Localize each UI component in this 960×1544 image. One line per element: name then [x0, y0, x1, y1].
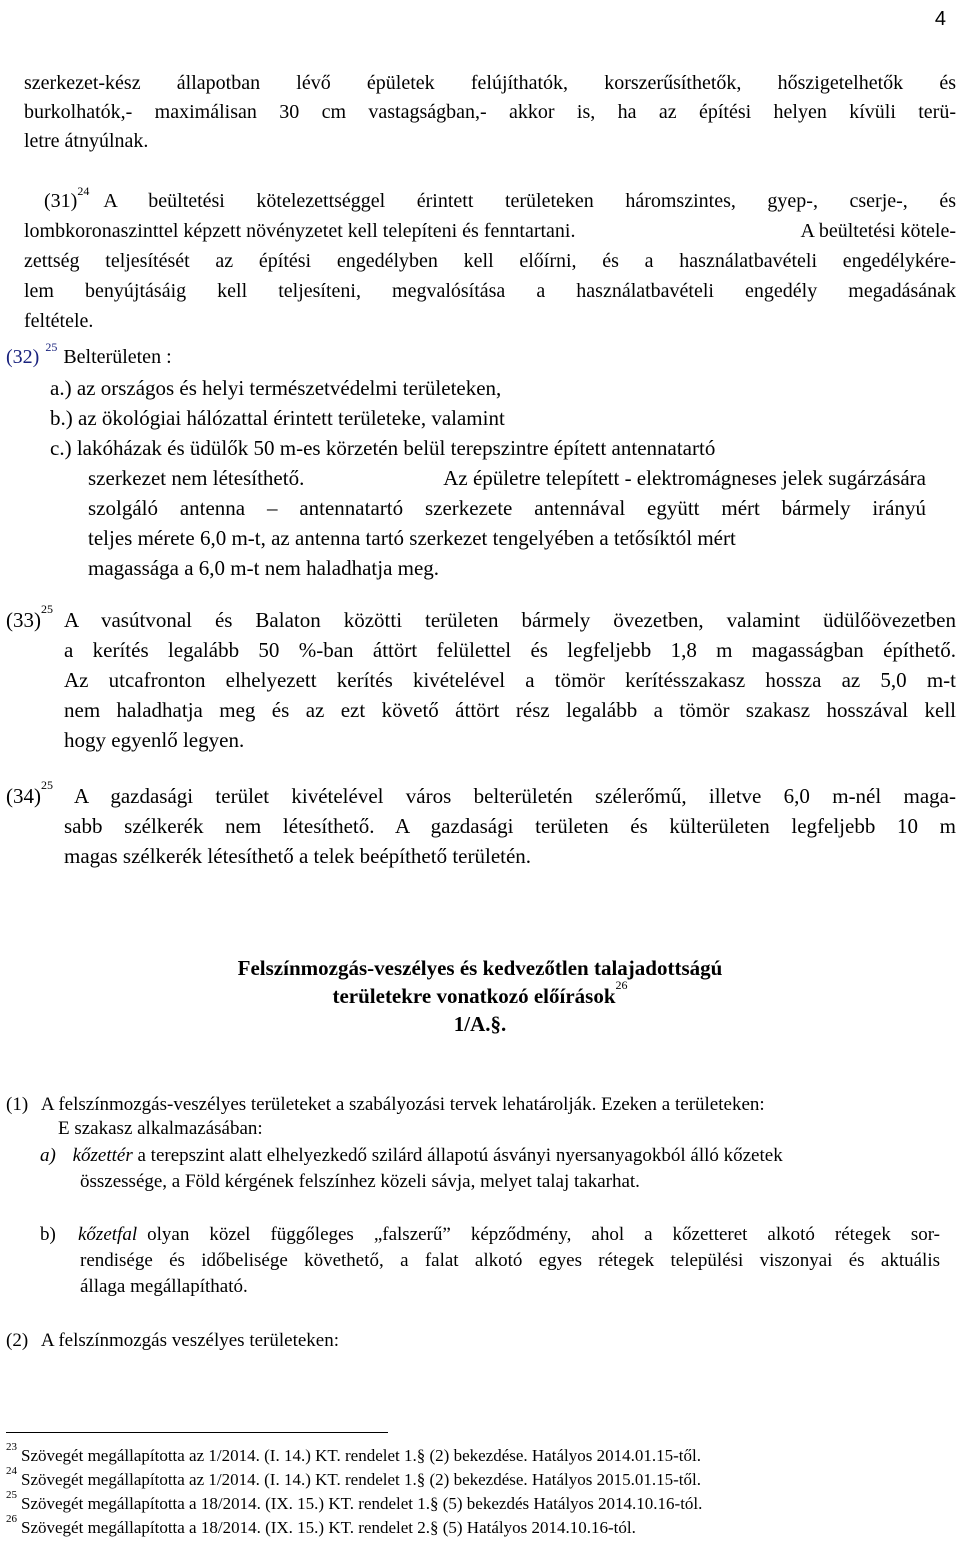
footnote-text: Szövegét megállapította az 1/2014. (I. 14.) KT. rendelet 1.§ (2) bekezdése. Hatályos 2014.01.15-től.	[21, 1446, 701, 1465]
page-number: 4	[934, 8, 946, 30]
footnote-ref: 25	[45, 340, 58, 354]
footnote-text: Szövegét megállapította a 18/2014. (IX. 15.) KT. rendelet 2.§ (5) Hatályos 2014.10.16-tól.	[21, 1518, 636, 1537]
footnote	[6, 1441, 701, 1466]
footnote-text: Szövegét megállapította a 18/2014. (IX. 15.) KT. rendelet 1.§ (5) bekezdés Hatályos 2014.10.16-tól.	[21, 1494, 703, 1513]
footnote-number: 26	[6, 1513, 17, 1525]
body-line: A gazdasági terület kivételével város belterületén szélerőmű, illetve 6,0 m-nél maga-	[74, 784, 956, 808]
definition-cont: rendisége és időbelisége követhető, a falat alkotó egyes rétegek települési viszonyai és aktuális	[80, 1250, 940, 1271]
footnote	[6, 1489, 703, 1514]
paragraph-33-first-line	[6, 602, 956, 633]
section-number: 1/A.§.	[453, 1012, 507, 1036]
subsection-1	[6, 1094, 765, 1116]
footnote-ref: 24	[77, 184, 90, 198]
footnote-ref: 25	[41, 778, 53, 792]
paragraph-31-first-line	[44, 184, 956, 213]
paragraph-number: (2)	[6, 1330, 29, 1351]
body-line: zettség teljesítését az építési engedélyben kell előírni, és a használatbavételi engedélykére-	[24, 250, 956, 272]
section-heading-line1: Felszínmozgás-veszélyes és kedvezőtlen talajadottságú	[237, 956, 723, 980]
footnote-number: 23	[6, 1441, 17, 1453]
list-item: a.) az országos és helyi természetvédelmi területeken,	[50, 376, 502, 400]
body-line: lem benyújtásáig kell teljesíteni, megvalósítása a használatbavételi engedély megadásának	[24, 280, 956, 302]
body-line: A beültetési kötele-	[800, 220, 956, 242]
list-item: c.) lakóházak és üdülők 50 m-es körzetén belül terepszintre épített antennatartó	[50, 436, 716, 460]
footnote-number: 25	[6, 1489, 17, 1501]
body-line: sabb szélkerék nem létesíthető. A gazdasági területen és külterületen legfeljebb 10 m	[64, 814, 956, 838]
body-line: feltétele.	[24, 310, 94, 332]
body-line: szerkezet-kész állapotban lévő épületek felújíthatók, korszerűsíthetők, hőszigetelhetők és	[24, 72, 956, 94]
footnote-number: 24	[6, 1465, 17, 1477]
body-line: Az utcafronton elhelyezett kerítés kivételével a tömör kerítésszakasz hossza az 5,0 m-t	[64, 668, 956, 692]
definition-b	[40, 1224, 940, 1246]
body-line: letre átnyúlnak.	[24, 130, 149, 152]
body-line: magas szélkerék létesíthető a telek beépíthető területén.	[64, 844, 532, 868]
footnote-ref: 26	[615, 978, 628, 992]
definition-cont: állaga megállapítható.	[80, 1276, 248, 1297]
list-item: b.) az ökológiai hálózattal érintett területeke, valamint	[50, 406, 505, 430]
list-item-cont: Az épületre telepített - elektromágneses jelek sugárzására	[443, 466, 926, 490]
definition-cont: összessége, a Föld kérgének felszínhez közeli sávja, melyet talaj takarhat.	[80, 1171, 640, 1192]
paragraph-32-title	[6, 340, 172, 369]
section-label: Belterületen :	[63, 346, 172, 368]
body-line: A felszínmozgás-veszélyes területeket a szabályozási tervek lehatárolják. Ezeken a területeken:	[40, 1094, 765, 1115]
footnote-ref: 25	[41, 602, 53, 616]
body-line: A vasútvonal és Balaton közötti területen bármely övezetben, valamint üdülőövezetben	[64, 608, 956, 632]
paragraph-number: (34)	[6, 784, 41, 808]
paragraph-34-first-line	[6, 778, 956, 809]
subsection-2	[6, 1330, 339, 1352]
list-item-cont: magassága a 6,0 m-t nem haladhatja meg.	[88, 556, 440, 580]
body-line: A felszínmozgás veszélyes területeken:	[40, 1330, 339, 1351]
list-item-cont: teljes mérete 6,0 m-t, az antenna tartó szerkezet tengelyében a tetősíktól mért	[88, 526, 736, 550]
paragraph-number: (31)	[44, 190, 78, 212]
footnote	[6, 1465, 701, 1490]
body-line: A beültetési kötelezettséggel érintett területeken háromszintes, gyep-, cserje-, és	[103, 190, 956, 212]
paragraph-number: (1)	[6, 1094, 29, 1115]
list-item-cont: szerkezet nem létesíthető.	[88, 466, 305, 490]
list-item-cont: szolgáló antenna – antennatartó szerkezete antennával együtt mért bármely irányú	[88, 496, 926, 520]
definition-text: a terepszint alatt elhelyezkedő szilárd állapotú ásványi nyersanyagokból álló kőzetek	[137, 1145, 783, 1166]
footnote-divider	[6, 1432, 388, 1433]
subsection-intro: E szakasz alkalmazásában:	[58, 1118, 263, 1139]
definition-a	[40, 1145, 783, 1167]
body-line: nem haladhatja meg és az ezt követő áttört rész legalább a tömör szakasz hosszával kell	[64, 698, 956, 722]
defined-term: kőzettér	[72, 1145, 133, 1166]
body-line: burkolhatók,- maximálisan 30 cm vastagságban,- akkor is, ha az építési helyen kívüli terü-	[24, 101, 956, 123]
definition-text: olyan közel függőleges „falszerű” képződmény, ahol a kőzetteret alkotó rétegek sor-	[147, 1224, 940, 1245]
defined-term: kőzetfal	[78, 1224, 138, 1245]
heading-text: területekre vonatkozó előírások	[332, 984, 616, 1008]
section-heading-line2	[0, 978, 960, 1009]
list-label: a)	[40, 1145, 56, 1166]
body-line: lombkoronaszinttel képzett növényzetet kell telepíteni és fenntartani.	[24, 220, 576, 242]
footnote	[6, 1513, 636, 1538]
paragraph-number: (33)	[6, 608, 41, 632]
body-line: a kerítés legalább 50 %-ban áttört felülettel és legfeljebb 1,8 m magasságban építhető.	[64, 638, 956, 662]
body-line: hogy egyenlő legyen.	[64, 728, 245, 752]
footnote-text: Szövegét megállapította az 1/2014. (I. 14.) KT. rendelet 1.§ (2) bekezdése. Hatályos 2015.01.15-től.	[21, 1470, 701, 1489]
paragraph-number: (32)	[6, 346, 40, 368]
list-label: b)	[40, 1224, 56, 1245]
